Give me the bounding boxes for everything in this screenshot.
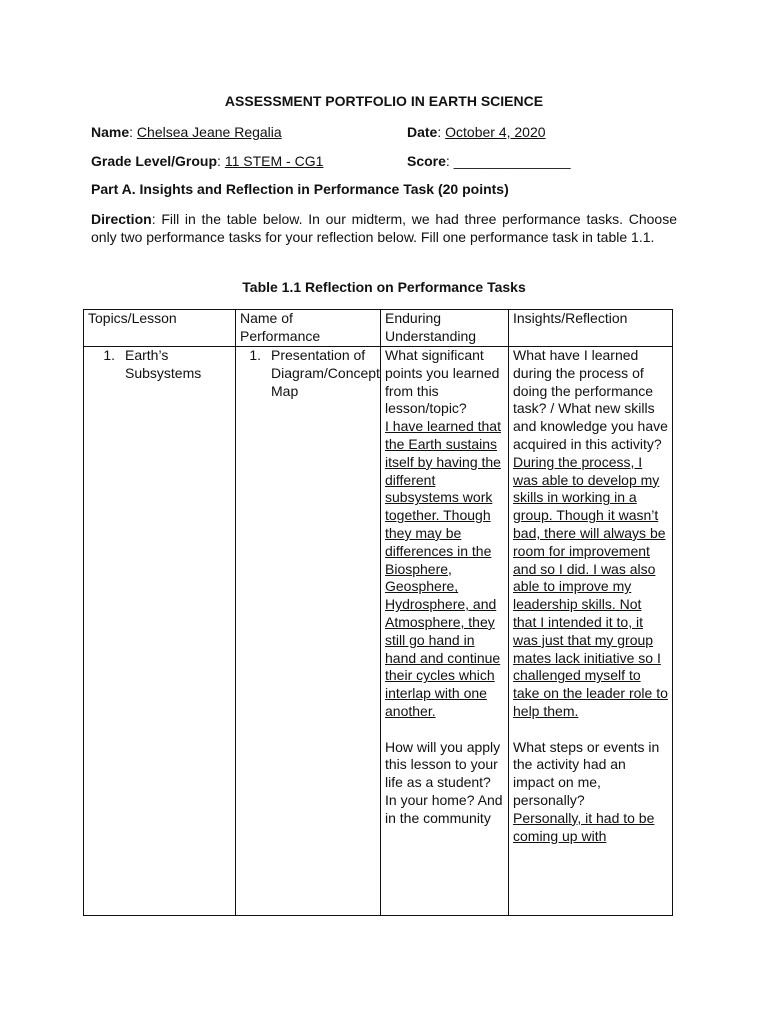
grade-label: Grade Level/Group	[91, 153, 218, 169]
performance-text: Presentation of Diagram/Concept Map	[271, 347, 380, 399]
date-field: Date: October 4, 2020	[407, 124, 546, 140]
score-field: Score: _______________	[407, 153, 571, 169]
header-performance: Name of Performance	[236, 310, 381, 347]
name-label: Name	[91, 124, 130, 140]
table-row	[84, 347, 673, 916]
ir-question-1: What have I learned during the process of doing the performance task? / What new skills and knowledge you have acquired in this activity?	[513, 347, 668, 452]
direction-paragraph: Direction: Fill in the table below. In our midterm, we had three performance tasks. Choose only two performance tasks for your reflection below. Fill one performance task in table 1.1.	[91, 211, 677, 245]
score-value: _______________	[453, 153, 571, 169]
header-enduring: Enduring Understanding	[381, 310, 509, 347]
page-title: ASSESSMENT PORTFOLIO IN EARTH SCIENCE	[224, 93, 544, 109]
grade-value: 11 STEM - CG1	[224, 153, 324, 169]
table-header-row	[84, 310, 673, 347]
score-label: Score	[407, 153, 446, 169]
enduring-cell	[381, 347, 509, 916]
direction-label: Direction	[91, 211, 152, 227]
date-value: October 4, 2020	[445, 124, 546, 140]
topic-item	[88, 347, 231, 383]
ir-question-2: What steps or events in the activity had an impact on me, personally?	[513, 738, 660, 808]
part-a-heading: Part A. Insights and Reflection in Performance Task (20 points)	[91, 181, 509, 197]
topic-number: 1.	[103, 347, 115, 363]
header-insights: Insights/Reflection	[509, 310, 673, 347]
ir-answer-2: Personally, it had to be coming up with	[513, 809, 655, 844]
eu-question-2: How will you apply this lesson to your life as a student? In your home? And in the community	[385, 738, 503, 826]
date-label: Date	[407, 124, 438, 140]
ir-answer-1: During the process, I was able to develop my skills in working in a group. Though it wasn’t bad, there will always be room for improvement and so I did. I was also able to improve my leadership skills. Not that I intended it to, it was just that my group mates lack initiative so I challenged myself to take on the leader role to help them.	[513, 453, 668, 719]
insights-cell	[509, 347, 673, 916]
topic-cell	[84, 347, 236, 916]
performance-number: 1.	[249, 347, 261, 363]
name-value: Chelsea Jeane Regalia	[136, 124, 282, 140]
table-caption: Table 1.1 Reflection on Performance Tasks	[242, 279, 526, 295]
direction-text: Fill in the table below. In our midterm, we had three performance tasks. Choose only two performance tasks for your reflection below. Fill one performance task in table 1.1.	[91, 211, 677, 245]
reflection-table	[83, 309, 673, 916]
grade-field: Grade Level/Group: 11 STEM - CG1	[91, 153, 324, 169]
eu-question-1: What significant points you learned from this lesson/topic?	[385, 347, 500, 417]
header-topics: Topics/Lesson	[84, 310, 236, 347]
performance-cell	[236, 347, 381, 916]
topic-text: Earth’s Subsystems	[125, 347, 202, 381]
eu-answer-1: I have learned that the Earth sustains itself by having the different subsystems work together. Though they may be differences in the Biosphere, Geosphere, Hydrosphere, and Atmosphere, they still go hand in hand and continue their cycles which interlap with one another.	[385, 418, 501, 719]
performance-item	[240, 347, 380, 400]
name-field: Name: Chelsea Jeane Regalia	[91, 124, 282, 140]
